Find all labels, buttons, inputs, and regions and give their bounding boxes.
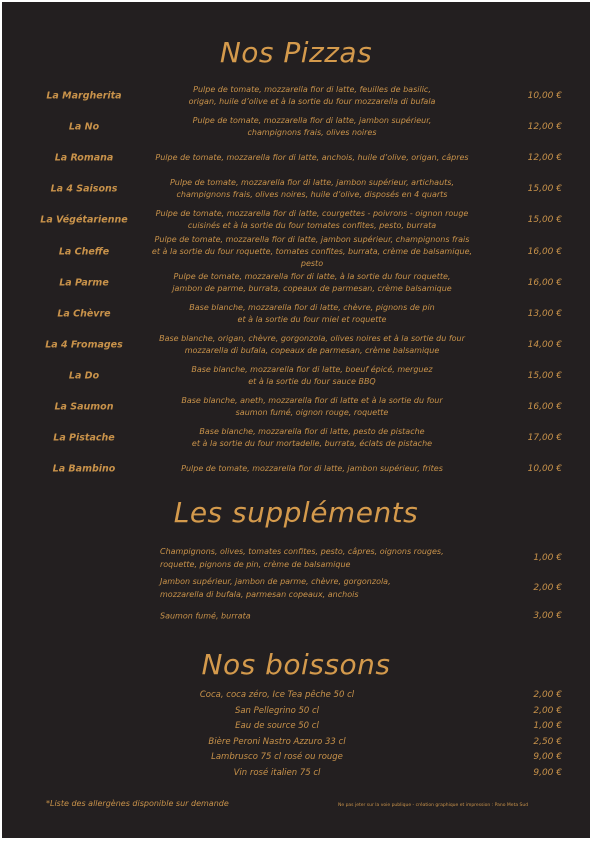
pizza-name: La No bbox=[68, 121, 100, 133]
pizza-description bbox=[142, 152, 482, 164]
pizza-description-line: origan, huile d’olive et à la sortie du four mozzarella di bufala bbox=[188, 97, 436, 106]
pizza-name: La Romana bbox=[54, 152, 114, 164]
pizza-description-line: jambon de parme, burrata, copeaux de parmesan, crème balsamique bbox=[172, 283, 452, 293]
drink-item bbox=[2, 766, 590, 781]
pizza-description-line: Base blanche, mozzarella fior di latte, chèvre, pignons de pin bbox=[189, 302, 435, 312]
supplement-description-line: roquette, pignons de pin, crème de balsamique bbox=[160, 560, 351, 569]
pizza-price: 10,00 € bbox=[527, 464, 562, 475]
drink-price: 9,00 € bbox=[533, 768, 562, 778]
pizza-item bbox=[2, 234, 590, 268]
pizza-name: La Parme bbox=[59, 277, 109, 289]
pizza-description bbox=[142, 426, 482, 450]
pizza-description-line: et à la sortie du four sauce BBQ bbox=[248, 376, 376, 386]
drink-price: 1,00 € bbox=[533, 721, 562, 732]
pizza-item bbox=[2, 268, 590, 298]
drink-price: 2,50 € bbox=[533, 736, 562, 747]
pizza-description-line: et à la sortie du four roquette, tomates confites, burrata, crème de balsamique, pesto bbox=[151, 246, 473, 268]
drink-name: San Pellegrino 50 cl bbox=[234, 705, 320, 716]
drink-item bbox=[2, 750, 590, 765]
pizza-name: La 4 Saisons bbox=[50, 183, 118, 195]
pizza-item bbox=[2, 392, 590, 422]
drink-price: 9,00 € bbox=[533, 752, 562, 763]
pizza-price: 10,00 € bbox=[527, 91, 562, 101]
pizza-price: 14,00 € bbox=[527, 339, 562, 350]
pizza-description-line: Pulpe de tomate, mozzarella fior di latte, courgettes - poivrons - oignon rouge bbox=[155, 209, 469, 219]
supplement-description bbox=[160, 610, 460, 623]
pizza-description-line: Pulpe de tomate, mozzarella fior di latte, à la sortie du four roquette, bbox=[173, 271, 451, 281]
supplement-item bbox=[2, 543, 590, 573]
pizza-item bbox=[2, 174, 590, 204]
pizza-item bbox=[2, 205, 590, 235]
pizza-description bbox=[142, 115, 482, 139]
pizza-price: 13,00 € bbox=[527, 308, 562, 319]
menu-page bbox=[2, 2, 590, 838]
pizza-price: 12,00 € bbox=[527, 153, 562, 164]
pizza-description bbox=[142, 395, 482, 419]
pizza-item bbox=[2, 81, 590, 111]
pizza-description bbox=[142, 271, 482, 295]
drink-item bbox=[2, 719, 590, 734]
pizza-description-line: champignons frais, olives noires bbox=[247, 128, 377, 138]
pizza-name: La Bambino bbox=[52, 463, 116, 475]
pizza-description-line: Base blanche, mozzarella fior di latte, pesto de pistache bbox=[199, 427, 425, 437]
drink-name: Vin rosé italien 75 cl bbox=[233, 768, 321, 778]
pizza-description-line: et à la sortie du four miel et roquette bbox=[237, 314, 387, 324]
drink-price: 2,00 € bbox=[533, 690, 562, 700]
supplement-description-line: Champignons, olives, tomates confites, pesto, câpres, oignons rouges, bbox=[160, 547, 444, 556]
supplement-item bbox=[2, 601, 590, 631]
pizzas-title: Nos Pizzas bbox=[219, 36, 373, 69]
pizza-description-line: saumon fumé, oignon rouge, roquette bbox=[235, 408, 389, 417]
pizza-name: La Margherita bbox=[46, 90, 122, 102]
pizza-name: La Chèvre bbox=[57, 308, 111, 320]
pizza-description-line: mozzarella di bufala, copeaux de parmesan, crème balsamique bbox=[184, 345, 440, 355]
pizza-price: 17,00 € bbox=[527, 433, 562, 444]
supplement-price: 1,00 € bbox=[533, 553, 562, 563]
pizza-name: La Saumon bbox=[54, 401, 114, 413]
pizza-name: La Cheffe bbox=[58, 246, 110, 257]
pizza-price: 15,00 € bbox=[527, 370, 562, 381]
pizza-price: 16,00 € bbox=[527, 246, 562, 257]
drink-name: Bière Peroni Nastro Azzuro 33 cl bbox=[208, 736, 346, 747]
drink-item bbox=[2, 688, 590, 703]
supplement-description-line: Jambon supérieur, jambon de parme, chèvre, gorgonzola, bbox=[160, 577, 391, 586]
pizza-description-line: Base blanche, origan, chèvre, gorgonzola, olives noires et à la sortie du four bbox=[159, 333, 465, 343]
pizza-item bbox=[2, 143, 590, 173]
pizza-description-line: Pulpe de tomate, mozzarella fior di latte, jambon supérieur, champignons frais bbox=[154, 234, 470, 244]
pizza-item bbox=[2, 361, 590, 391]
supplements-title: Les suppléments bbox=[173, 496, 419, 529]
pizza-description bbox=[142, 364, 482, 388]
drink-item bbox=[2, 735, 590, 750]
pizza-description-line: Base blanche, aneth, mozzarella fior di latte et à la sortie du four bbox=[181, 396, 443, 405]
pizza-name: La Do bbox=[68, 370, 100, 382]
pizza-description-line: Pulpe de tomate, mozzarella fior di latte, jambon supérieur, bbox=[192, 116, 432, 126]
pizza-description bbox=[142, 84, 482, 108]
supplement-item bbox=[2, 573, 590, 603]
pizza-item bbox=[2, 299, 590, 329]
supplement-description bbox=[160, 575, 460, 601]
pizza-price: 16,00 € bbox=[527, 402, 562, 412]
pizza-description-line: Pulpe de tomate, mozzarella fior di latte, anchois, huile d’olive, origan, câpres bbox=[155, 153, 469, 163]
pizza-description bbox=[142, 463, 482, 475]
supplement-price: 3,00 € bbox=[533, 611, 562, 621]
pizza-description bbox=[142, 177, 482, 201]
pizza-name: La Pistache bbox=[53, 432, 115, 444]
pizza-name: La 4 Fromages bbox=[45, 339, 123, 351]
drink-name: Lambrusco 75 cl rosé ou rouge bbox=[211, 752, 343, 763]
pizza-description-line: cuisinés et à la sortie du four tomates confites, pesto, burrata bbox=[187, 221, 437, 231]
drink-name: Coca, coca zéro, Ice Tea pêche 50 cl bbox=[199, 690, 355, 700]
pizza-price: 12,00 € bbox=[527, 122, 562, 133]
pizza-description-line: et à la sortie du four mortadelle, burrata, éclats de pistache bbox=[191, 439, 433, 449]
supplement-price: 2,00 € bbox=[533, 583, 562, 593]
drink-price: 2,00 € bbox=[533, 705, 562, 716]
drinks-title: Nos boissons bbox=[201, 648, 391, 681]
pizza-item bbox=[2, 330, 590, 360]
pizza-description-line: Base blanche, mozzarella fior di latte, boeuf épicé, merguez bbox=[191, 364, 433, 374]
supplement-description-line: Saumon fumé, burrata bbox=[160, 611, 251, 621]
pizza-price: 15,00 € bbox=[527, 184, 562, 195]
supplement-description-line: mozzarella di bufala, parmesan copeaux, anchois bbox=[160, 590, 359, 599]
pizza-name: La Végétarienne bbox=[40, 214, 128, 226]
pizza-price: 16,00 € bbox=[527, 277, 562, 288]
pizza-description-line: Pulpe de tomate, mozzarella fior di latte, jambon supérieur, artichauts, bbox=[169, 178, 455, 188]
pizza-description bbox=[142, 208, 482, 232]
pizza-price: 15,00 € bbox=[527, 215, 562, 226]
pizza-item bbox=[2, 454, 590, 484]
pizza-description bbox=[142, 333, 482, 357]
allergens-note: *Liste des allergènes disponible sur demande bbox=[46, 799, 229, 808]
drink-item bbox=[2, 704, 590, 719]
pizza-description-line: Pulpe de tomate, mozzarella fior di latte, feuilles de basilic, bbox=[193, 85, 431, 94]
pizza-description bbox=[142, 234, 482, 270]
pizza-description-line: Pulpe de tomate, mozzarella fior di latte, jambon supérieur, frites bbox=[181, 464, 443, 474]
print-credits: Ne pas jeter sur la voie publique - création graphique et impression : Pano Meta Sud bbox=[338, 803, 529, 808]
pizza-description bbox=[142, 302, 482, 326]
pizza-item bbox=[2, 423, 590, 453]
supplement-description bbox=[160, 545, 460, 571]
pizza-item bbox=[2, 112, 590, 142]
drink-name: Eau de source 50 cl bbox=[235, 721, 319, 732]
pizza-description-line: champignons frais, olives noires, huile d’olive, disposés en 4 quarts bbox=[176, 190, 448, 200]
